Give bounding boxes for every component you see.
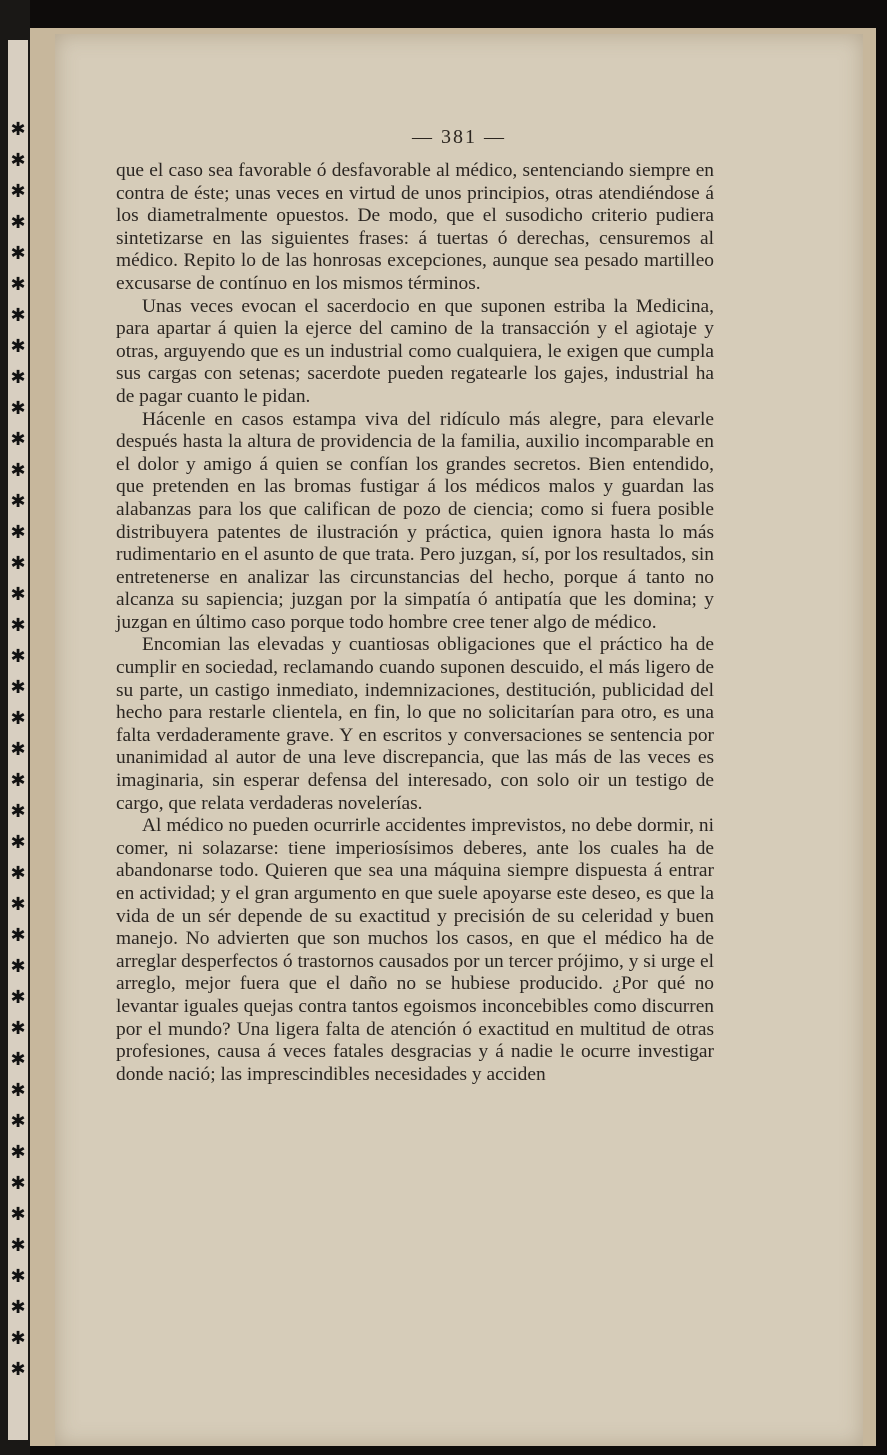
binding-star-ornament-icon: ✱ — [10, 1204, 26, 1225]
paragraph-3: Hácenle en casos estampa viva del ridículo más alegre, para elevarle después hasta la altura de providencia de la familia, auxilio incomparable en el dolor y amigo á quien se confían los grandes secretos. Bien entendido, que pretenden en las bromas fustigar á los médicos malos y guardan las alabanzas para los que califican de pozo de ciencia; como si fuera posible distribuyera patentes de ilustración y práctica, quien ignora hasta lo más rudimentario en el asunto de que trata. Pero juzgan, sí, por los resultados, sin entretenerse en analizar las circunstancias del hecho, porque á tanto no alcanza su sapiencia; juzgan por la simpatía ó antipatía que les domina; y juzgan en último caso porque todo hombre cree tener algo de médico. — [116, 408, 714, 633]
binding-star-ornament-icon: ✱ — [10, 987, 26, 1008]
binding-star-ornament-icon: ✱ — [10, 956, 26, 977]
binding-star-ornament-icon: ✱ — [10, 367, 26, 388]
binding-star-ornament-icon: ✱ — [10, 1111, 26, 1132]
binding-star-ornament-icon: ✱ — [10, 1266, 26, 1287]
binding-star-ornament-icon: ✱ — [10, 305, 26, 326]
binding-star-ornament-icon: ✱ — [10, 894, 26, 915]
paragraph-5: Al médico no pueden ocurrirle accidentes imprevistos, no debe dormir, ni comer, ni solazarse: tiene imperiosísimos deberes, ante los cuales ha de abandonarse todo. Quieren que sea una máquina siempre dispuesta á entrar en actividad; y el gran argumento en que suele apoyarse este deseo, es que la vida de un sér depende de su exactitud y precisión de su celeridad y buen manejo. No advierten que son muchos los casos, en que el médico ha de arreglar desperfectos ó trastornos causados por un tercer prójimo, y si urge el arreglo, mejor fuera que el daño no se hubiese producido. ¿Por qué no levantar iguales quejas contra tantos egoismos inconcebibles como discurren por el mundo? Una ligera falta de atención ó exactitud en multitud de otras profesiones, causa á veces fatales desgracias y á nadie le ocurre investigar donde nació; las imprescindibles necesidades y acciden — [116, 815, 714, 1085]
binding-star-ornament-icon: ✱ — [10, 1142, 26, 1163]
book-spine — [0, 0, 30, 1455]
binding-star-ornament-icon: ✱ — [10, 1173, 26, 1194]
binding-star-ornament-icon: ✱ — [10, 584, 26, 605]
binding-star-ornament-icon: ✱ — [10, 522, 26, 543]
binding-star-ornament-icon: ✱ — [10, 925, 26, 946]
binding-star-ornament-icon: ✱ — [10, 1235, 26, 1256]
binding-star-ornament-icon: ✱ — [10, 460, 26, 481]
binding-star-ornament-icon: ✱ — [10, 429, 26, 450]
binding-star-ornament-icon: ✱ — [10, 491, 26, 512]
binding-star-ornament-icon: ✱ — [10, 863, 26, 884]
page-number: — 381 — — [412, 126, 506, 148]
binding-star-ornament-icon: ✱ — [10, 398, 26, 419]
paragraph-2: Unas veces evocan el sacerdocio en que suponen estriba la Medicina, para apartar á quien la ejerce del camino de la transacción y el agiotaje y otras, arguyendo que es un industrial como cualquiera, le exigen que cumpla sus cargas con setenas; sacerdote pueden regatearle los gajes, industrial ha de pagar cuanto le pidan. — [116, 295, 714, 407]
binding-star-ornament-icon: ✱ — [10, 1049, 26, 1070]
paragraph-1: que el caso sea favorable ó desfavorable al médico, sentenciando siempre en contra de éste; unas veces en virtud de unos principios, otras atendiéndose á los diametralmente opuestos. De modo, que el susodicho criterio pudiera sintetizarse en las siguientes frases: á tuertas ó derechas, censuremos al médico. Repito lo de las honrosas excepciones, aunque sea pesado martilleo excusarse de contínuo en los mismos términos. — [116, 160, 714, 294]
binding-star-ornament-icon: ✱ — [10, 553, 26, 574]
binding-star-ornament-icon: ✱ — [10, 181, 26, 202]
binding-star-ornament-icon: ✱ — [10, 150, 26, 171]
book-page — [55, 34, 863, 1446]
binding-star-ornament-icon: ✱ — [10, 212, 26, 233]
binding-star-ornament-icon: ✱ — [10, 832, 26, 853]
binding-star-ornament-icon: ✱ — [10, 243, 26, 264]
binding-star-ornament-icon: ✱ — [10, 1359, 26, 1380]
binding-star-ornament-icon: ✱ — [10, 646, 26, 667]
binding-star-ornament-icon: ✱ — [10, 739, 26, 760]
binding-star-ornament-icon: ✱ — [10, 1018, 26, 1039]
binding-star-ornament-icon: ✱ — [10, 801, 26, 822]
paragraph-4: Encomian las elevadas y cuantiosas obligaciones que el práctico ha de cumplir en sociedad, reclamando cuando suponen descuido, el más ligero de su parte, un castigo inmediato, indemnizaciones, destitución, publicidad del hecho para restarle clientela, en fin, lo que no solicitarían para otro, es una falta verdaderamente grave. Y en escritos y conversaciones se sentencia por unanimidad al autor de una leve discrepancia, que las más de las veces es imaginaria, sin esperar defensa del interesado, con solo oir un testigo de cargo, que relata verdaderas novelerías. — [116, 634, 714, 814]
binding-star-ornament-icon: ✱ — [10, 1328, 26, 1349]
binding-star-ornament-icon: ✱ — [10, 615, 26, 636]
binding-star-ornament-icon: ✱ — [10, 708, 26, 729]
spine-binding-strip — [8, 40, 28, 1440]
body-text — [116, 160, 714, 1086]
binding-star-ornament-icon: ✱ — [10, 274, 26, 295]
binding-star-ornament-icon: ✱ — [10, 336, 26, 357]
binding-star-ornament-icon: ✱ — [10, 1297, 26, 1318]
binding-star-ornament-icon: ✱ — [10, 119, 26, 140]
binding-star-ornament-icon: ✱ — [10, 1080, 26, 1101]
binding-star-ornament-icon: ✱ — [10, 770, 26, 791]
binding-star-ornament-icon: ✱ — [10, 677, 26, 698]
